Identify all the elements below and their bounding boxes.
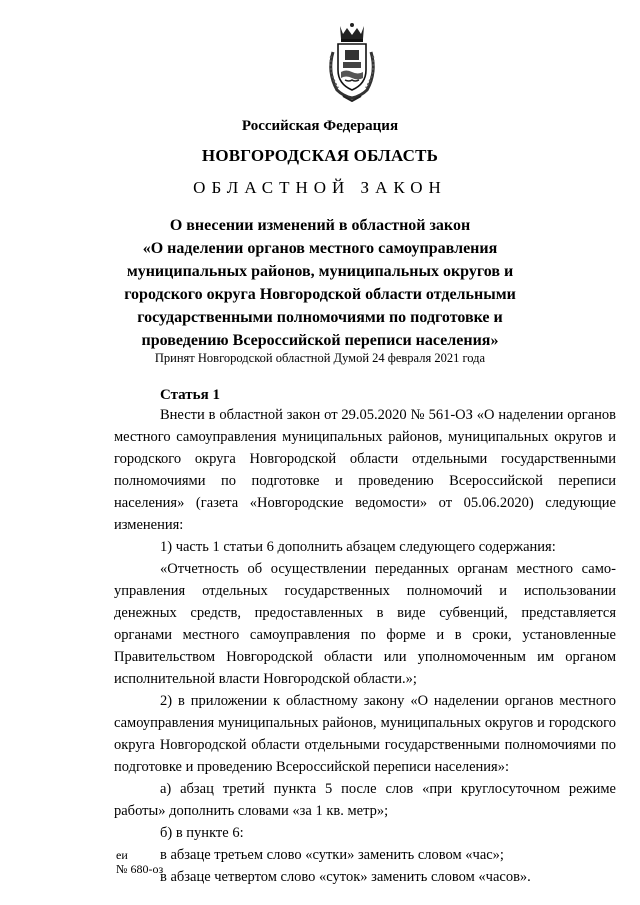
paragraph-item-1: 1) часть 1 статьи 6 дополнить абзацем следующего содержания: [160,539,556,555]
footer-number: № 680-оз [116,862,164,876]
article-heading: Статья 1 [160,387,220,403]
paragraph-item-2b: б) в пункте 6: [160,825,244,841]
title-line: городского округа Новгородской области отдельными [124,286,516,303]
country-name: Российская Федерация [241,118,399,134]
title-line: государственными полномочиями по подготовке и [137,309,503,326]
title-line: проведению Всероссийской переписи населения» [141,332,499,349]
title-line: О внесении изменений в областной закон [169,217,471,234]
adoption-note: Принят Новгородской областной Думой 24 февраля 2021 года [154,351,486,365]
title-line: муниципальных районов, муниципальных округов и [126,263,514,280]
title-line: «О наделении органов местного самоуправления [142,240,498,257]
document-type: ОБЛАСТНОЙ ЗАКОН [193,178,447,197]
footer-initials: еи [116,848,128,862]
paragraph-item-2b-1: в абзаце третьем слово «сутки» заменить словом «час»; [160,847,504,863]
paragraph-item-2b-2: в абзаце четвертом слово «суток» заменить словом «часов». [160,869,531,885]
paragraph-quote: «Отчетность об осуществлении переданных органам местного самоуправления отдельных государственных полномочий и использовании денежных средств, предоставленных в виде субвенций, представляется органами местного самоуправления по форме и в сроки, установленные Правительством Новгородской области или уполномоченным им органом исполнительной власти Новгородской области.»; [114,561,616,687]
coat-of-arms-emblem [323,22,381,102]
paragraph-item-2a: а) абзац третий пункта 5 после слов «при круглосуточном режиме работы» дополнить словами «за 1 кв. метр»; [114,781,616,819]
footer-registration [116,848,163,876]
article-body [114,404,616,888]
region-name: НОВГОРОДСКАЯ ОБЛАСТЬ [201,146,439,165]
paragraph-intro: Внести в областной закон от 29.05.2020 № 561-ОЗ «О наделении органов местного самоуправления муниципальных районов, муниципальных округов и городского округа Новгородской области отдельными государственными полномочиями по подготовке и проведению Всероссийской переписи населения» (газета «Новгородские ведомости» от 05.06.2020) следующие изменения: [114,407,616,533]
paragraph-item-2: 2) в приложении к областному закону «О наделении органов местного самоуправления муниципальных районов, муниципальных округов и городского округа Новгородской области отдельными государственными полномочиями по подготовке и проведению Всероссийской переписи населения»: [114,693,616,775]
law-title [0,214,640,352]
